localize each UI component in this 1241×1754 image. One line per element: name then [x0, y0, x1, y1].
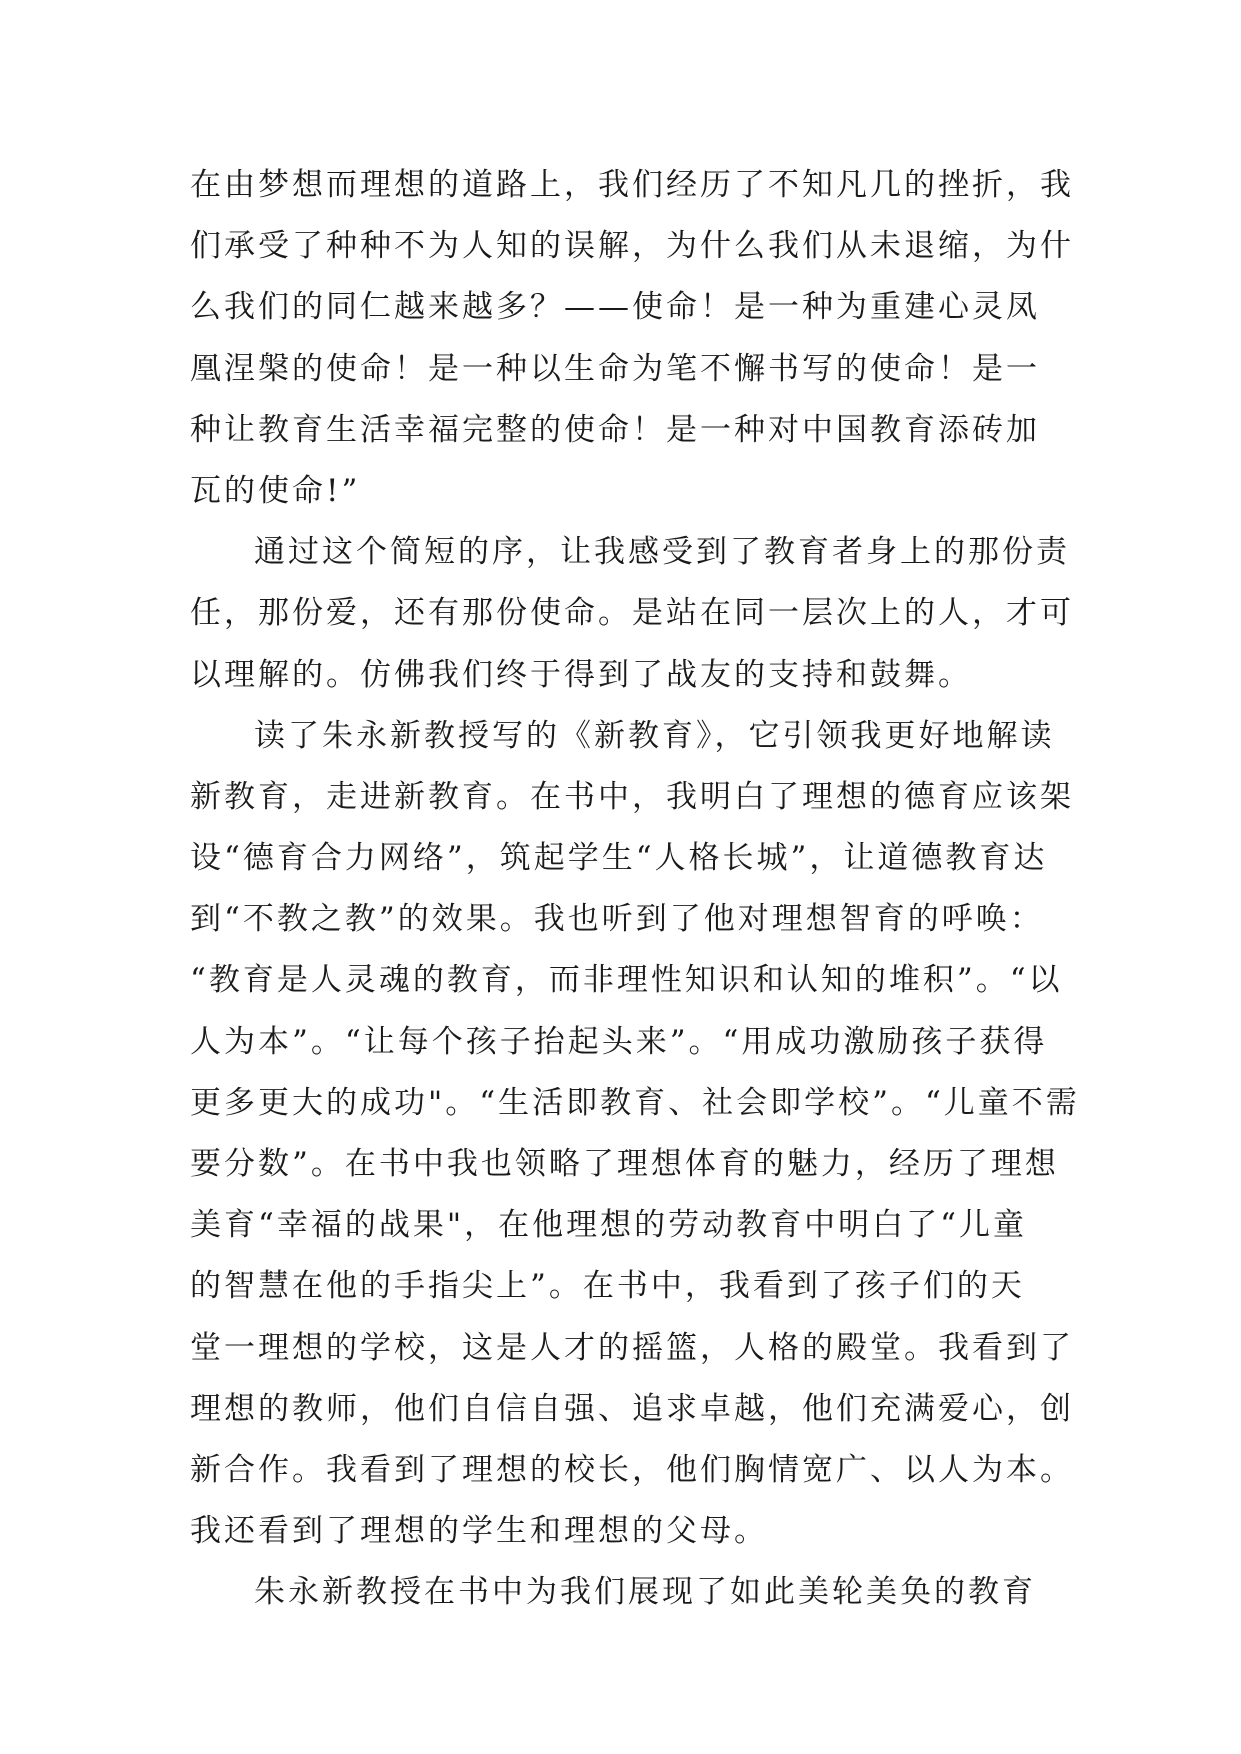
paragraph: [190, 706, 1080, 1563]
text-line: 在由梦想而理想的道路上，我们经历了不知凡几的挫折，我: [190, 167, 1074, 203]
paragraph: [190, 155, 1074, 522]
text-line: 朱永新教授在书中为我们展现了如此美轮美奂的教育: [254, 1574, 1036, 1611]
text-line: “教育是人灵魂的教育，而非理性知识和认知的堆积”。“以: [190, 962, 1063, 999]
text-line: 种让教育生活幸福完整的使命！是一种对中国教育添砖加: [190, 411, 1040, 448]
text-line: 么我们的同仁越来越多？——使命！是一种为重建心灵凤: [190, 289, 1040, 326]
body-text: [190, 155, 1080, 1624]
text-line: 的智慧在他的手指尖上”。在书中，我看到了孩子们的天: [190, 1268, 1025, 1305]
text-line: 我还看到了理想的学生和理想的父母。: [190, 1513, 768, 1550]
text-line: 新教育，走进新教育。在书中，我明白了理想的德育应该架: [190, 778, 1074, 815]
text-line: 以理解的。仿佛我们终于得到了战友的支持和鼓舞。: [190, 656, 972, 693]
text-line: 人为本”。“让每个孩子抬起头来”。“用成功激励孩子获得: [190, 1023, 1048, 1060]
text-line: 读了朱永新教授写的《新教育》，它引领我更好地解读: [254, 717, 1055, 754]
text-line: 理想的教师，他们自信自强、追求卓越，他们充满爱心，创: [190, 1390, 1074, 1427]
text-line: 们承受了种种不为人知的误解，为什么我们从未退缩，为什: [190, 228, 1074, 265]
text-line: 更多更大的成功"。“生活即教育、社会即学校”。“儿童不需: [190, 1084, 1080, 1121]
text-line: 设“德育合力网络”，筑起学生“人格长城”，让道德教育达: [190, 840, 1048, 877]
paragraph: [190, 1562, 1070, 1623]
text-line: 到“不教之教”的效果。我也听到了他对理想智育的呼唤：: [190, 901, 1044, 938]
text-line: 凰涅槃的使命！是一种以生命为笔不懈书写的使命！是一: [190, 350, 1040, 387]
text-line: 新合作。我看到了理想的校长，他们胸情宽广、以人为本。: [190, 1451, 1074, 1488]
text-line: 任，那份爱，还有那份使命。是站在同一层次上的人，才可: [190, 595, 1074, 632]
text-line: 要分数”。在书中我也领略了理想体育的魅力，经历了理想: [190, 1146, 1059, 1182]
text-line: 瓦的使命!”: [190, 472, 361, 509]
paragraph: [190, 522, 1074, 706]
text-line: 美育“幸福的战果"，在他理想的劳动教育中明白了“儿童: [190, 1207, 1027, 1244]
text-line: 堂一理想的学校，这是人才的摇篮，人格的殿堂。我看到了: [190, 1329, 1074, 1366]
text-line: 通过这个简短的序，让我感受到了教育者身上的那份责: [254, 534, 1070, 571]
